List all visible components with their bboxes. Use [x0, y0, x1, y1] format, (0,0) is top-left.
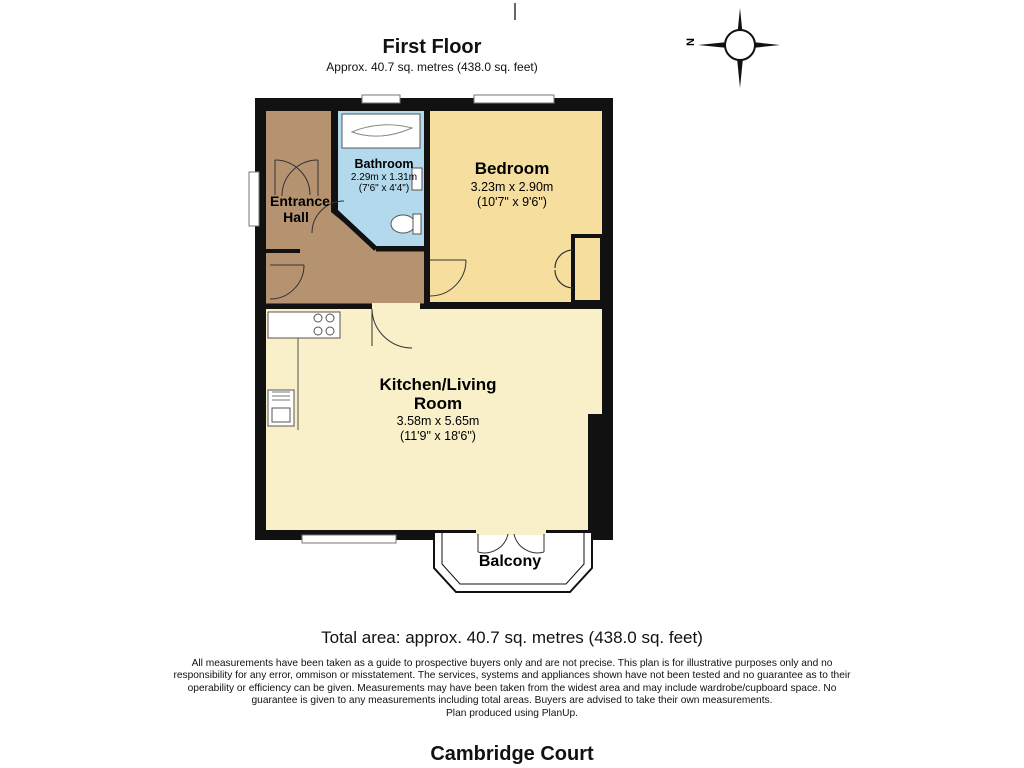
hall-window	[249, 172, 259, 226]
bathroom-label: Bathroom	[354, 157, 414, 171]
bathroom-window	[362, 95, 400, 103]
kitchen-living-label: Kitchen/Living	[379, 375, 497, 394]
produced-by: Plan produced using PlanUp.	[446, 707, 578, 719]
kitchen-window	[302, 535, 396, 543]
property-name: Cambridge Court	[430, 743, 594, 765]
bathroom-imperial: (7'6" x 4'4")	[358, 183, 410, 194]
floor-title: First Floor	[382, 36, 482, 58]
kitchen-living-label-line2: Room	[413, 394, 463, 413]
compass-north-label: N	[685, 38, 697, 46]
compass-icon	[685, 8, 780, 88]
bedroom-label: Bedroom	[474, 159, 550, 178]
bedroom-window	[474, 95, 554, 103]
kitchen-living-metric: 3.58m x 5.65m	[396, 414, 480, 428]
toilet-icon	[391, 215, 415, 233]
bedroom-metric: 3.23m x 2.90m	[470, 180, 554, 194]
entrance-hall-label: Entrance	[270, 193, 330, 209]
bathroom-metric: 2.29m x 1.31m	[350, 172, 418, 183]
bedroom-imperial: (10'7" x 9'6")	[477, 195, 547, 209]
disclaimer-text: All measurements have been taken as a guide to prospective buyers only and are not precise. This plan is for illustrative purposes only and no responsibility for any error, ommison or misstatement. The services, systems and appliances shown have not been tested and no guarantee as to their operability or efficiency can be given. Measurements may have been taken from the widest area and may include wardrobe/cupboard space. No guarantee is given to any measurements including total areas. Buyers are advised to take their own measurements.	[173, 658, 851, 707]
kitchen-living-imperial: (11'9" x 18'6")	[400, 429, 476, 443]
total-area: Total area: approx. 40.7 sq. metres (438.0 sq. feet)	[321, 628, 703, 647]
hob-icon	[268, 312, 340, 338]
disclaimer	[170, 658, 854, 720]
balcony-label: Balcony	[478, 553, 542, 570]
entrance-hall-label-line2: Hall	[283, 209, 309, 225]
floor-area-subtitle: Approx. 40.7 sq. metres (438.0 sq. feet)	[326, 60, 538, 74]
